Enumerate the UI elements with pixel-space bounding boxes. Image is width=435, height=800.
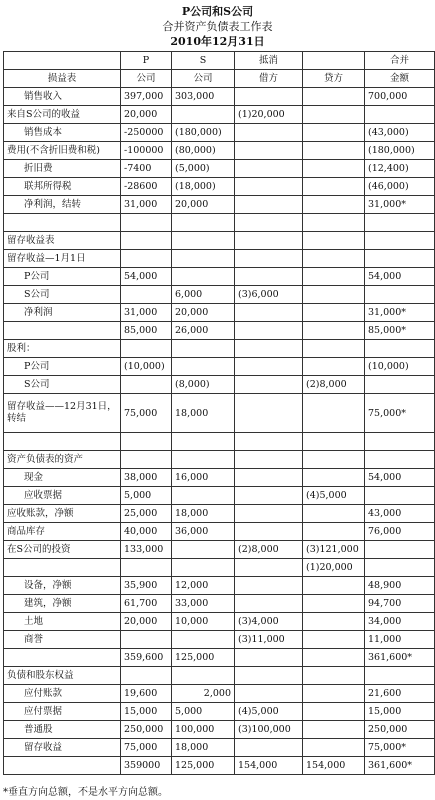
cell-debit: (3)6,000	[235, 286, 303, 304]
cell-consolidated: 34,000	[365, 613, 435, 631]
cell-credit	[303, 286, 365, 304]
cell-consolidated: 75,000*	[365, 394, 435, 433]
cell-s-company: 12,000	[172, 577, 235, 595]
table-row	[4, 721, 435, 739]
cell-credit	[303, 268, 365, 286]
cell-debit	[235, 595, 303, 613]
table-row	[4, 433, 435, 451]
cell-consolidated: (43,000)	[365, 124, 435, 142]
row-label: 费用(不含折旧费和税)	[4, 142, 121, 160]
cell-consolidated: 54,000	[365, 469, 435, 487]
table-row	[4, 523, 435, 541]
cell-p-company: 5,000	[121, 487, 172, 505]
cell-s-company	[172, 667, 235, 685]
table-row	[4, 286, 435, 304]
cell-p-company	[121, 451, 172, 469]
cell-consolidated: 15,000	[365, 703, 435, 721]
cell-credit	[303, 739, 365, 757]
cell-p-company: -250000	[121, 124, 172, 142]
cell-p-company	[121, 631, 172, 649]
cell-s-company: 20,000	[172, 196, 235, 214]
row-label: 商誉	[4, 631, 121, 649]
table-row	[4, 613, 435, 631]
cell-p-company: 359000	[121, 757, 172, 775]
cell-p-company	[121, 667, 172, 685]
row-label: 留存收益—1月1日	[4, 250, 121, 268]
cell-debit	[235, 358, 303, 376]
cell-credit	[303, 595, 365, 613]
title-company: P公司和S公司	[181, 5, 254, 18]
cell-p-company: 85,000	[121, 322, 172, 340]
row-label: 净利润	[4, 304, 121, 322]
cell-debit	[235, 451, 303, 469]
cell-s-company: (5,000)	[172, 160, 235, 178]
table-row	[4, 757, 435, 775]
consolidation-worksheet-table	[3, 51, 435, 775]
cell-p-company: 397,000	[121, 88, 172, 106]
table-row	[4, 469, 435, 487]
cell-consolidated	[365, 376, 435, 394]
title-worksheet: 合并资产负债表工作表	[162, 20, 273, 33]
cell-debit	[235, 322, 303, 340]
cell-debit	[235, 523, 303, 541]
cell-s-company	[172, 433, 235, 451]
header-cell	[4, 52, 121, 70]
cell-debit	[235, 394, 303, 433]
cell-p-company: 133,000	[121, 541, 172, 559]
row-label	[4, 559, 121, 577]
cell-credit: (3)121,000	[303, 541, 365, 559]
cell-consolidated	[365, 541, 435, 559]
cell-debit: (3)4,000	[235, 613, 303, 631]
cell-debit	[235, 649, 303, 667]
cell-p-company	[121, 286, 172, 304]
row-label: 普通股	[4, 721, 121, 739]
row-label: 商品库存	[4, 523, 121, 541]
row-label: 留存收益——12月31日，转结	[4, 394, 121, 433]
cell-consolidated: 43,000	[365, 505, 435, 523]
cell-consolidated: 85,000*	[365, 322, 435, 340]
cell-credit	[303, 703, 365, 721]
cell-debit	[235, 340, 303, 358]
table-row	[4, 88, 435, 106]
header-cell	[303, 52, 365, 70]
cell-consolidated: 31,000*	[365, 196, 435, 214]
table-row	[4, 106, 435, 124]
cell-p-company: 75,000	[121, 739, 172, 757]
cell-p-company: -100000	[121, 142, 172, 160]
row-label: 建筑，净额	[4, 595, 121, 613]
cell-debit: (2)8,000	[235, 541, 303, 559]
cell-consolidated: 361,600*	[365, 649, 435, 667]
table-row	[4, 304, 435, 322]
cell-consolidated: 361,600*	[365, 757, 435, 775]
cell-debit: (1)20,000	[235, 106, 303, 124]
cell-debit	[235, 433, 303, 451]
cell-credit	[303, 106, 365, 124]
row-label: 联邦所得税	[4, 178, 121, 196]
header-cell-amount: 金额	[365, 70, 435, 88]
row-label: 销售成本	[4, 124, 121, 142]
header-cell-company: 公司	[121, 70, 172, 88]
cell-p-company: -28600	[121, 178, 172, 196]
cell-p-company: 25,000	[121, 505, 172, 523]
cell-p-company: 40,000	[121, 523, 172, 541]
cell-credit	[303, 304, 365, 322]
table-row	[4, 196, 435, 214]
cell-s-company	[172, 541, 235, 559]
header-cell-s: S	[172, 52, 235, 70]
cell-p-company: 20,000	[121, 106, 172, 124]
cell-consolidated: 48,900	[365, 577, 435, 595]
cell-s-company: 18,000	[172, 739, 235, 757]
table-row	[4, 541, 435, 559]
header-cell-credit: 贷方	[303, 70, 365, 88]
cell-debit	[235, 196, 303, 214]
cell-debit: (4)5,000	[235, 703, 303, 721]
row-label: 折旧费	[4, 160, 121, 178]
cell-p-company: 20,000	[121, 613, 172, 631]
cell-consolidated	[365, 667, 435, 685]
cell-consolidated	[365, 286, 435, 304]
cell-credit	[303, 613, 365, 631]
cell-credit: 154,000	[303, 757, 365, 775]
cell-p-company: 31,000	[121, 196, 172, 214]
table-row	[4, 487, 435, 505]
cell-p-company	[121, 232, 172, 250]
cell-credit	[303, 358, 365, 376]
cell-s-company	[172, 106, 235, 124]
cell-p-company: 31,000	[121, 304, 172, 322]
cell-debit	[235, 487, 303, 505]
cell-consolidated: 31,000*	[365, 304, 435, 322]
header-cell-company: 公司	[172, 70, 235, 88]
cell-s-company: 2,000	[172, 685, 235, 703]
header-cell-elimination: 抵消	[235, 52, 303, 70]
cell-credit	[303, 649, 365, 667]
cell-debit	[235, 88, 303, 106]
cell-s-company: (180,000)	[172, 124, 235, 142]
row-label: 留存收益表	[4, 232, 121, 250]
cell-credit	[303, 88, 365, 106]
cell-p-company: 38,000	[121, 469, 172, 487]
cell-s-company: 33,000	[172, 595, 235, 613]
cell-credit	[303, 160, 365, 178]
cell-s-company: (80,000)	[172, 142, 235, 160]
cell-p-company	[121, 214, 172, 232]
cell-consolidated: 11,000	[365, 631, 435, 649]
cell-p-company: 75,000	[121, 394, 172, 433]
table-row	[4, 250, 435, 268]
cell-p-company: 359,600	[121, 649, 172, 667]
cell-credit	[303, 685, 365, 703]
table-row	[4, 340, 435, 358]
cell-debit: 154,000	[235, 757, 303, 775]
cell-credit	[303, 214, 365, 232]
cell-credit	[303, 250, 365, 268]
cell-debit	[235, 160, 303, 178]
cell-p-company: 35,900	[121, 577, 172, 595]
cell-debit	[235, 505, 303, 523]
cell-credit	[303, 721, 365, 739]
cell-credit: (2)8,000	[303, 376, 365, 394]
cell-debit	[235, 214, 303, 232]
cell-p-company: 19,600	[121, 685, 172, 703]
table-row	[4, 577, 435, 595]
cell-consolidated: 700,000	[365, 88, 435, 106]
table-row	[4, 451, 435, 469]
cell-s-company: 18,000	[172, 394, 235, 433]
table-row	[4, 232, 435, 250]
cell-s-company: 18,000	[172, 505, 235, 523]
footnote: *垂直方向总额，不是水平方向总额。	[3, 787, 168, 798]
cell-consolidated: (10,000)	[365, 358, 435, 376]
row-label: S公司	[4, 286, 121, 304]
cell-consolidated: 250,000	[365, 721, 435, 739]
row-label: 留存收益	[4, 739, 121, 757]
cell-debit	[235, 739, 303, 757]
cell-debit: (3)100,000	[235, 721, 303, 739]
cell-debit	[235, 124, 303, 142]
cell-p-company: 61,700	[121, 595, 172, 613]
cell-debit	[235, 469, 303, 487]
cell-s-company: (18,000)	[172, 178, 235, 196]
row-label	[4, 433, 121, 451]
cell-consolidated	[365, 232, 435, 250]
cell-credit: (1)20,000	[303, 559, 365, 577]
cell-s-company: 100,000	[172, 721, 235, 739]
cell-consolidated	[365, 250, 435, 268]
cell-credit	[303, 433, 365, 451]
table-row	[4, 667, 435, 685]
table-row	[4, 358, 435, 376]
table-row	[4, 631, 435, 649]
cell-consolidated	[365, 106, 435, 124]
table-row	[4, 685, 435, 703]
row-label	[4, 649, 121, 667]
cell-debit	[235, 268, 303, 286]
cell-debit: (3)11,000	[235, 631, 303, 649]
header-row-1	[4, 52, 435, 70]
cell-credit	[303, 523, 365, 541]
title-date: 2010年12月31日	[170, 35, 265, 48]
table-row	[4, 178, 435, 196]
row-label: 销售收入	[4, 88, 121, 106]
cell-consolidated	[365, 451, 435, 469]
header-cell-debit: 借方	[235, 70, 303, 88]
cell-consolidated: (46,000)	[365, 178, 435, 196]
cell-s-company: 303,000	[172, 88, 235, 106]
worksheet-title	[0, 4, 435, 49]
cell-credit	[303, 322, 365, 340]
cell-p-company	[121, 250, 172, 268]
cell-s-company	[172, 232, 235, 250]
cell-p-company: -7400	[121, 160, 172, 178]
cell-s-company: 10,000	[172, 613, 235, 631]
header-cell-p: P	[121, 52, 172, 70]
cell-debit	[235, 667, 303, 685]
cell-debit	[235, 376, 303, 394]
cell-consolidated: 94,700	[365, 595, 435, 613]
cell-credit	[303, 469, 365, 487]
row-label: P公司	[4, 358, 121, 376]
table-row	[4, 394, 435, 433]
row-label: P公司	[4, 268, 121, 286]
row-label: 净利润，结转	[4, 196, 121, 214]
cell-s-company	[172, 250, 235, 268]
cell-consolidated	[365, 559, 435, 577]
cell-p-company: 15,000	[121, 703, 172, 721]
row-label: 土地	[4, 613, 121, 631]
header-cell-consolidated: 合并	[365, 52, 435, 70]
cell-p-company	[121, 340, 172, 358]
cell-credit	[303, 340, 365, 358]
cell-s-company	[172, 214, 235, 232]
table-row	[4, 160, 435, 178]
cell-debit	[235, 685, 303, 703]
cell-s-company: 26,000	[172, 322, 235, 340]
cell-consolidated: (180,000)	[365, 142, 435, 160]
row-label: 资产负债表的资产	[4, 451, 121, 469]
table-row	[4, 739, 435, 757]
cell-p-company: 54,000	[121, 268, 172, 286]
cell-debit	[235, 178, 303, 196]
row-label: 负债和股东权益	[4, 667, 121, 685]
header-row-2	[4, 70, 435, 88]
cell-debit	[235, 250, 303, 268]
row-label: 在S公司的投资	[4, 541, 121, 559]
cell-credit	[303, 394, 365, 433]
worksheet-body	[4, 88, 435, 775]
cell-s-company: 5,000	[172, 703, 235, 721]
row-label	[4, 214, 121, 232]
cell-p-company: (10,000)	[121, 358, 172, 376]
cell-consolidated: 75,000*	[365, 739, 435, 757]
row-label	[4, 322, 121, 340]
cell-credit	[303, 577, 365, 595]
cell-debit	[235, 304, 303, 322]
row-label: 现金	[4, 469, 121, 487]
cell-s-company	[172, 631, 235, 649]
cell-credit	[303, 451, 365, 469]
cell-p-company	[121, 376, 172, 394]
row-label: 应付账款	[4, 685, 121, 703]
cell-p-company: 250,000	[121, 721, 172, 739]
cell-s-company	[172, 559, 235, 577]
cell-consolidated: 76,000	[365, 523, 435, 541]
cell-credit	[303, 232, 365, 250]
cell-s-company	[172, 358, 235, 376]
cell-consolidated	[365, 340, 435, 358]
cell-s-company: 20,000	[172, 304, 235, 322]
cell-debit	[235, 559, 303, 577]
row-label	[4, 757, 121, 775]
cell-debit	[235, 232, 303, 250]
row-label: 设备，净额	[4, 577, 121, 595]
row-label: 应收票据	[4, 487, 121, 505]
table-row	[4, 214, 435, 232]
table-row	[4, 322, 435, 340]
row-label: 应收账款，净额	[4, 505, 121, 523]
cell-s-company	[172, 487, 235, 505]
table-row	[4, 142, 435, 160]
cell-credit	[303, 196, 365, 214]
cell-s-company	[172, 268, 235, 286]
cell-credit	[303, 124, 365, 142]
row-label: 股利：	[4, 340, 121, 358]
cell-credit	[303, 505, 365, 523]
cell-s-company: (8,000)	[172, 376, 235, 394]
cell-credit: (4)5,000	[303, 487, 365, 505]
cell-s-company	[172, 340, 235, 358]
table-row	[4, 595, 435, 613]
table-row	[4, 559, 435, 577]
table-row	[4, 505, 435, 523]
cell-s-company: 125,000	[172, 757, 235, 775]
cell-credit	[303, 142, 365, 160]
cell-p-company	[121, 559, 172, 577]
cell-consolidated	[365, 433, 435, 451]
table-row	[4, 703, 435, 721]
cell-consolidated	[365, 214, 435, 232]
cell-s-company	[172, 451, 235, 469]
cell-s-company: 36,000	[172, 523, 235, 541]
row-label: 来自S公司的收益	[4, 106, 121, 124]
table-row	[4, 649, 435, 667]
cell-consolidated	[365, 487, 435, 505]
cell-credit	[303, 178, 365, 196]
cell-s-company: 125,000	[172, 649, 235, 667]
cell-debit	[235, 577, 303, 595]
table-row	[4, 376, 435, 394]
cell-consolidated: 54,000	[365, 268, 435, 286]
cell-s-company: 16,000	[172, 469, 235, 487]
table-row	[4, 268, 435, 286]
cell-debit	[235, 142, 303, 160]
cell-p-company	[121, 433, 172, 451]
cell-credit	[303, 631, 365, 649]
table-row	[4, 124, 435, 142]
cell-consolidated: (12,400)	[365, 160, 435, 178]
row-label: 应付票据	[4, 703, 121, 721]
cell-consolidated: 21,600	[365, 685, 435, 703]
cell-credit	[303, 667, 365, 685]
cell-s-company: 6,000	[172, 286, 235, 304]
header-cell-income-statement: 损益表	[4, 70, 121, 88]
row-label: S公司	[4, 376, 121, 394]
